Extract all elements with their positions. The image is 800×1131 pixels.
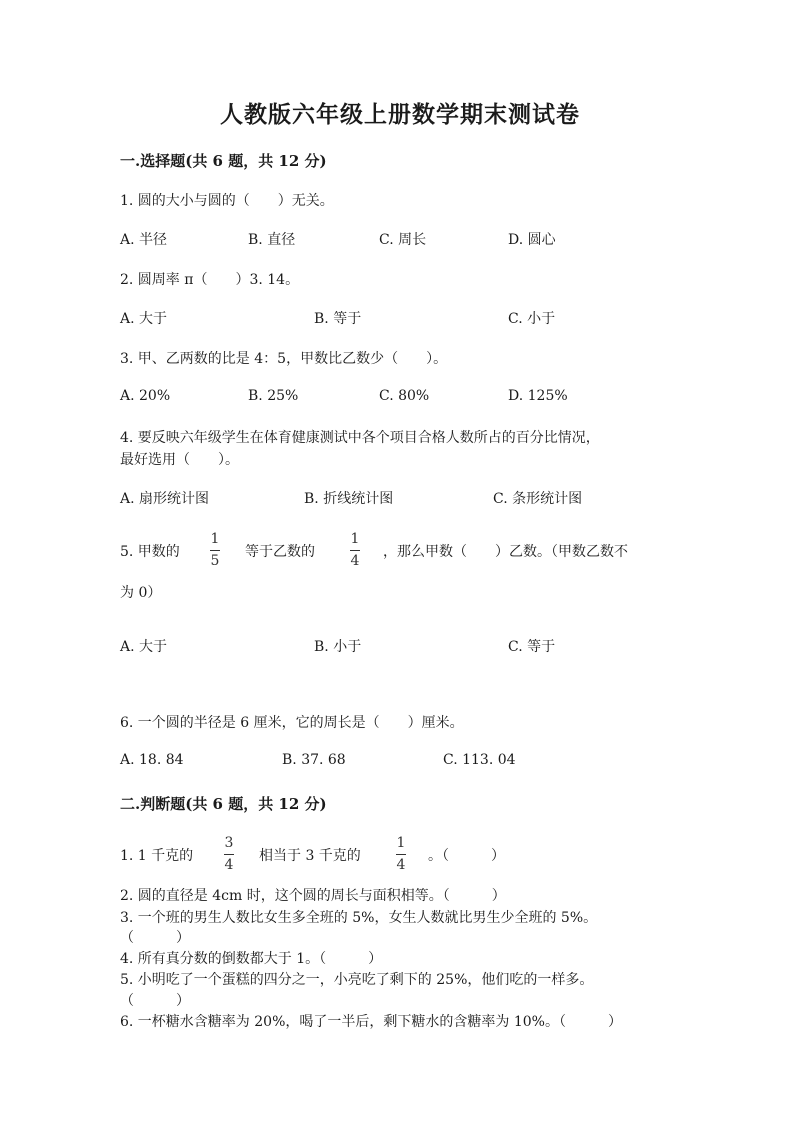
question-1-5-part3: ，那么甲数（ ）乙数。（甲数乙数不 xyxy=(383,544,628,560)
option-1-1-c: C. 周长 xyxy=(379,232,427,248)
fraction-denominator: 4 xyxy=(396,857,406,873)
option-1-3-b: B. 25% xyxy=(248,388,299,404)
option-1-5-b: B. 小于 xyxy=(314,639,362,655)
option-1-5-c: C. 等于 xyxy=(508,639,556,655)
judgment-5-line2: （ ） xyxy=(120,993,190,1009)
option-1-1-a: A. 半径 xyxy=(120,232,168,248)
option-1-4-b: B. 折线统计图 xyxy=(304,491,394,507)
question-1-4-line2: 最好选用（ ）。 xyxy=(120,452,239,468)
fraction-numerator: 1 xyxy=(210,531,220,547)
section-heading-judgment: 二.判断题(共 6 题，共 12 分) xyxy=(120,795,327,813)
judgment-3-line1: 3. 一个班的男生人数比女生多全班的 5%，女生人数就比男生少全班的 5%。 xyxy=(120,910,598,926)
question-1-1: 1. 圆的大小与圆的（ ）无关。 xyxy=(120,193,334,209)
question-1-6: 6. 一个圆的半径是 6 厘米，它的周长是（ ）厘米。 xyxy=(120,715,464,731)
judgment-1-part3: 。（ ） xyxy=(428,848,505,864)
question-1-5-part1: 5. 甲数的 xyxy=(120,544,180,560)
fraction-bar xyxy=(396,854,406,855)
fraction-numerator: 1 xyxy=(396,835,406,851)
question-1-5-line2: 为 0） xyxy=(120,585,162,601)
question-1-2: 2. 圆周率 π（ ）3. 14。 xyxy=(120,272,300,288)
judgment-5-line1: 5. 小明吃了一个蛋糕的四分之一，小亮吃了剩下的 25%，他们吃的一样多。 xyxy=(120,972,594,988)
option-1-2-c: C. 小于 xyxy=(508,311,556,327)
judgment-2: 2. 圆的直径是 4cm 时，这个圆的周长与面积相等。（ ） xyxy=(120,888,506,904)
fraction-denominator: 4 xyxy=(224,857,234,873)
option-1-3-c: C. 80% xyxy=(379,388,430,404)
option-1-3-a: A. 20% xyxy=(120,388,171,404)
fraction-bar xyxy=(210,550,220,551)
judgment-1-part1: 1. 1 千克的 xyxy=(120,848,194,864)
section-heading-choice: 一.选择题(共 6 题，共 12 分) xyxy=(120,152,327,170)
fraction-one-quarter xyxy=(350,532,360,569)
fraction-numerator: 1 xyxy=(350,531,360,547)
option-1-6-a: A. 18. 84 xyxy=(120,752,184,768)
fraction-one-quarter-b xyxy=(396,836,406,873)
option-1-2-b: B. 等于 xyxy=(314,311,362,327)
option-1-1-d: D. 圆心 xyxy=(508,232,556,248)
option-1-4-a: A. 扇形统计图 xyxy=(120,491,210,507)
fraction-three-quarters xyxy=(224,836,234,873)
judgment-6: 6. 一杯糖水含糖率为 20%，喝了一半后，剩下糖水的含糖率为 10%。（ ） xyxy=(120,1014,622,1030)
page-title: 人教版六年级上册数学期末测试卷 xyxy=(220,101,580,128)
fraction-numerator: 3 xyxy=(224,835,234,851)
option-1-4-c: C. 条形统计图 xyxy=(493,491,583,507)
question-1-4-line1: 4. 要反映六年级学生在体育健康测试中各个项目合格人数所占的百分比情况， xyxy=(120,430,600,446)
judgment-1-part2: 相当于 3 千克的 xyxy=(259,848,361,864)
option-1-3-d: D. 125% xyxy=(508,388,568,404)
judgment-4: 4. 所有真分数的倒数都大于 1。（ ） xyxy=(120,951,383,967)
fraction-bar xyxy=(350,550,360,551)
option-1-6-c: C. 113. 04 xyxy=(443,752,516,768)
fraction-one-fifth xyxy=(210,532,220,569)
question-1-3: 3. 甲、乙两数的比是 4：5，甲数比乙数少（ ）。 xyxy=(120,351,448,367)
option-1-6-b: B. 37. 68 xyxy=(282,752,346,768)
fraction-bar xyxy=(224,854,234,855)
option-1-2-a: A. 大于 xyxy=(120,311,168,327)
judgment-3-line2: （ ） xyxy=(120,930,190,946)
option-1-5-a: A. 大于 xyxy=(120,639,168,655)
option-1-1-b: B. 直径 xyxy=(248,232,296,248)
fraction-denominator: 5 xyxy=(210,553,220,569)
question-1-5-part2: 等于乙数的 xyxy=(245,544,315,560)
fraction-denominator: 4 xyxy=(350,553,360,569)
